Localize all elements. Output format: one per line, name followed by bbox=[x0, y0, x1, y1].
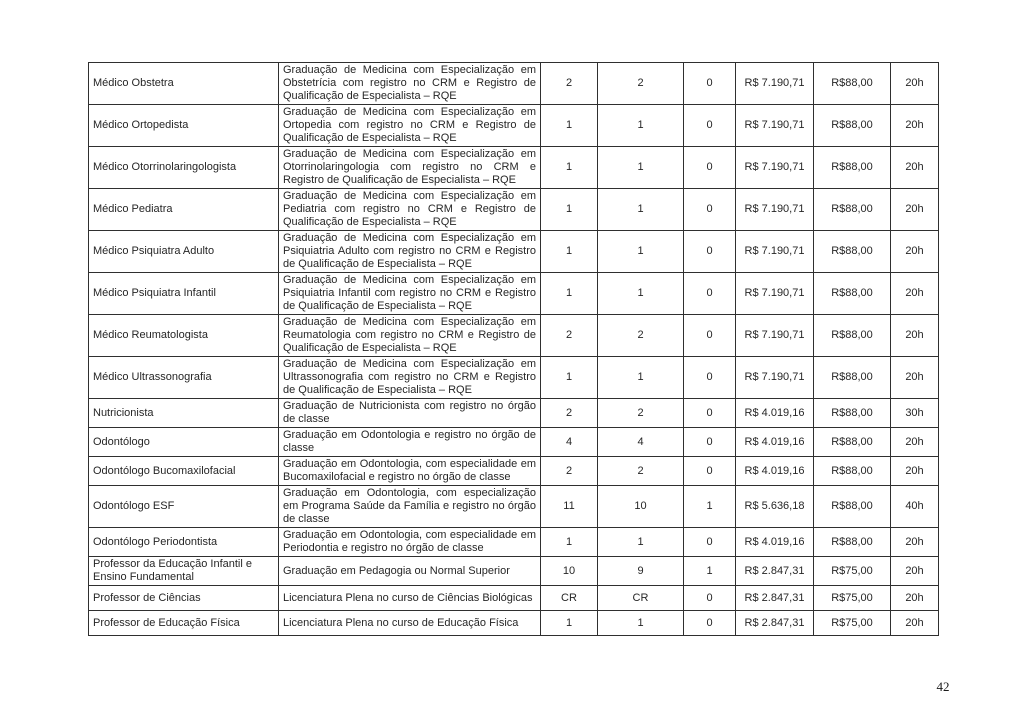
salary-cell: R$ 4.019,16 bbox=[736, 428, 814, 457]
fee-cell: R$88,00 bbox=[814, 357, 891, 399]
vacancies-reserved-cell: 0 bbox=[684, 457, 736, 486]
vacancies-broad-cell: CR bbox=[598, 586, 684, 611]
requirements-cell: Licenciatura Plena no curso de Ciências Biológicas bbox=[279, 586, 541, 611]
vacancies-broad-cell: 2 bbox=[598, 315, 684, 357]
vacancies-total-cell: 2 bbox=[541, 399, 598, 428]
vacancies-broad-cell: 1 bbox=[598, 231, 684, 273]
fee-cell: R$88,00 bbox=[814, 231, 891, 273]
requirements-cell: Graduação de Medicina com Especialização em Psiquiatria Adulto com registro no CRM e Registro de Qualificação de Especialista – RQE bbox=[279, 231, 541, 273]
requirements-cell: Graduação de Medicina com Especialização em Otorrinolaringologia com registro no CRM e Registro de Qualificação de Especialista – RQE bbox=[279, 147, 541, 189]
table-row bbox=[89, 428, 939, 457]
vacancies-total-cell: 1 bbox=[541, 105, 598, 147]
fee-cell: R$75,00 bbox=[814, 557, 891, 586]
vacancies-total-cell: 2 bbox=[541, 63, 598, 105]
vacancies-table bbox=[88, 62, 939, 636]
position-cell: Professor de Educação Física bbox=[89, 611, 279, 636]
table-row bbox=[89, 557, 939, 586]
fee-cell: R$88,00 bbox=[814, 486, 891, 528]
position-cell: Nutricionista bbox=[89, 399, 279, 428]
requirements-cell: Graduação de Medicina com Especialização em Psiquiatria Infantil com registro no CRM e Registro de Qualificação de Especialista – RQE bbox=[279, 273, 541, 315]
vacancies-reserved-cell: 0 bbox=[684, 528, 736, 557]
fee-cell: R$75,00 bbox=[814, 611, 891, 636]
salary-cell: R$ 4.019,16 bbox=[736, 399, 814, 428]
vacancies-total-cell: 4 bbox=[541, 428, 598, 457]
vacancies-broad-cell: 1 bbox=[598, 147, 684, 189]
workload-cell: 20h bbox=[891, 189, 939, 231]
salary-cell: R$ 7.190,71 bbox=[736, 315, 814, 357]
vacancies-broad-cell: 10 bbox=[598, 486, 684, 528]
requirements-cell: Graduação de Medicina com Especialização em Ultrassonografia com registro no CRM e Registro de Qualificação de Especialista – RQE bbox=[279, 357, 541, 399]
position-cell: Odontólogo Bucomaxilofacial bbox=[89, 457, 279, 486]
salary-cell: R$ 2.847,31 bbox=[736, 586, 814, 611]
salary-cell: R$ 7.190,71 bbox=[736, 231, 814, 273]
workload-cell: 20h bbox=[891, 147, 939, 189]
position-cell: Médico Obstetra bbox=[89, 63, 279, 105]
position-cell: Médico Otorrinolaringologista bbox=[89, 147, 279, 189]
position-cell: Médico Ortopedista bbox=[89, 105, 279, 147]
requirements-cell: Licenciatura Plena no curso de Educação Física bbox=[279, 611, 541, 636]
fee-cell: R$88,00 bbox=[814, 528, 891, 557]
requirements-cell: Graduação em Odontologia, com especialidade em Bucomaxilofacial e registro no órgão de classe bbox=[279, 457, 541, 486]
requirements-cell: Graduação de Medicina com Especialização em Pediatria com registro no CRM e Registro de Qualificação de Especialista – RQE bbox=[279, 189, 541, 231]
salary-cell: R$ 5.636,18 bbox=[736, 486, 814, 528]
vacancies-reserved-cell: 0 bbox=[684, 611, 736, 636]
vacancies-total-cell: 2 bbox=[541, 457, 598, 486]
requirements-cell: Graduação em Pedagogia ou Normal Superior bbox=[279, 557, 541, 586]
salary-cell: R$ 7.190,71 bbox=[736, 63, 814, 105]
requirements-cell: Graduação de Nutricionista com registro no órgão de classe bbox=[279, 399, 541, 428]
vacancies-reserved-cell: 0 bbox=[684, 147, 736, 189]
vacancies-broad-cell: 1 bbox=[598, 189, 684, 231]
position-cell: Professor de Ciências bbox=[89, 586, 279, 611]
table-row bbox=[89, 189, 939, 231]
workload-cell: 30h bbox=[891, 399, 939, 428]
table-row bbox=[89, 486, 939, 528]
workload-cell: 20h bbox=[891, 428, 939, 457]
table-row bbox=[89, 528, 939, 557]
position-cell: Odontólogo Periodontista bbox=[89, 528, 279, 557]
salary-cell: R$ 7.190,71 bbox=[736, 147, 814, 189]
table-body bbox=[89, 63, 939, 636]
table-row bbox=[89, 273, 939, 315]
table-row bbox=[89, 399, 939, 428]
vacancies-total-cell: 1 bbox=[541, 273, 598, 315]
table-row bbox=[89, 586, 939, 611]
vacancies-reserved-cell: 0 bbox=[684, 428, 736, 457]
vacancies-total-cell: 1 bbox=[541, 357, 598, 399]
vacancies-broad-cell: 2 bbox=[598, 457, 684, 486]
salary-cell: R$ 7.190,71 bbox=[736, 357, 814, 399]
vacancies-total-cell: 1 bbox=[541, 147, 598, 189]
table-row bbox=[89, 147, 939, 189]
position-cell: Médico Pediatra bbox=[89, 189, 279, 231]
vacancies-reserved-cell: 0 bbox=[684, 63, 736, 105]
workload-cell: 20h bbox=[891, 273, 939, 315]
salary-cell: R$ 7.190,71 bbox=[736, 189, 814, 231]
vacancies-reserved-cell: 0 bbox=[684, 273, 736, 315]
table-row bbox=[89, 105, 939, 147]
fee-cell: R$75,00 bbox=[814, 586, 891, 611]
table-row bbox=[89, 315, 939, 357]
workload-cell: 20h bbox=[891, 557, 939, 586]
vacancies-broad-cell: 1 bbox=[598, 611, 684, 636]
vacancies-broad-cell: 1 bbox=[598, 528, 684, 557]
vacancies-reserved-cell: 0 bbox=[684, 231, 736, 273]
workload-cell: 20h bbox=[891, 63, 939, 105]
salary-cell: R$ 7.190,71 bbox=[736, 105, 814, 147]
salary-cell: R$ 4.019,16 bbox=[736, 528, 814, 557]
vacancies-broad-cell: 4 bbox=[598, 428, 684, 457]
workload-cell: 20h bbox=[891, 105, 939, 147]
vacancies-total-cell: 11 bbox=[541, 486, 598, 528]
fee-cell: R$88,00 bbox=[814, 147, 891, 189]
workload-cell: 40h bbox=[891, 486, 939, 528]
vacancies-reserved-cell: 1 bbox=[684, 557, 736, 586]
salary-cell: R$ 2.847,31 bbox=[736, 611, 814, 636]
vacancies-reserved-cell: 0 bbox=[684, 357, 736, 399]
requirements-cell: Graduação em Odontologia e registro no órgão de classe bbox=[279, 428, 541, 457]
vacancies-broad-cell: 9 bbox=[598, 557, 684, 586]
table-row bbox=[89, 611, 939, 636]
table-row bbox=[89, 231, 939, 273]
position-cell: Médico Psiquiatra Infantil bbox=[89, 273, 279, 315]
vacancies-reserved-cell: 1 bbox=[684, 486, 736, 528]
vacancies-total-cell: 1 bbox=[541, 611, 598, 636]
requirements-cell: Graduação em Odontologia, com especialidade em Periodontia e registro no órgão de classe bbox=[279, 528, 541, 557]
workload-cell: 20h bbox=[891, 586, 939, 611]
fee-cell: R$88,00 bbox=[814, 315, 891, 357]
workload-cell: 20h bbox=[891, 357, 939, 399]
requirements-cell: Graduação em Odontologia, com especialização em Programa Saúde da Família e registro no órgão de classe bbox=[279, 486, 541, 528]
salary-cell: R$ 2.847,31 bbox=[736, 557, 814, 586]
workload-cell: 20h bbox=[891, 315, 939, 357]
requirements-cell: Graduação de Medicina com Especialização em Ortopedia com registro no CRM e Registro de Qualificação de Especialista – RQE bbox=[279, 105, 541, 147]
vacancies-total-cell: 1 bbox=[541, 231, 598, 273]
position-cell: Odontólogo bbox=[89, 428, 279, 457]
workload-cell: 20h bbox=[891, 231, 939, 273]
vacancies-total-cell: 1 bbox=[541, 189, 598, 231]
fee-cell: R$88,00 bbox=[814, 428, 891, 457]
vacancies-broad-cell: 2 bbox=[598, 399, 684, 428]
position-cell: Odontólogo ESF bbox=[89, 486, 279, 528]
table-row bbox=[89, 63, 939, 105]
position-cell: Médico Ultrassonografia bbox=[89, 357, 279, 399]
vacancies-reserved-cell: 0 bbox=[684, 315, 736, 357]
vacancies-reserved-cell: 0 bbox=[684, 105, 736, 147]
vacancies-reserved-cell: 0 bbox=[684, 399, 736, 428]
requirements-cell: Graduação de Medicina com Especialização em Obstetrícia com registro no CRM e Registro de Qualificação de Especialista – RQE bbox=[279, 63, 541, 105]
salary-cell: R$ 7.190,71 bbox=[736, 273, 814, 315]
fee-cell: R$88,00 bbox=[814, 399, 891, 428]
fee-cell: R$88,00 bbox=[814, 105, 891, 147]
fee-cell: R$88,00 bbox=[814, 273, 891, 315]
fee-cell: R$88,00 bbox=[814, 63, 891, 105]
fee-cell: R$88,00 bbox=[814, 189, 891, 231]
vacancies-broad-cell: 1 bbox=[598, 105, 684, 147]
workload-cell: 20h bbox=[891, 611, 939, 636]
fee-cell: R$88,00 bbox=[814, 457, 891, 486]
workload-cell: 20h bbox=[891, 457, 939, 486]
vacancies-total-cell: 2 bbox=[541, 315, 598, 357]
position-cell: Médico Psiquiatra Adulto bbox=[89, 231, 279, 273]
workload-cell: 20h bbox=[891, 528, 939, 557]
salary-cell: R$ 4.019,16 bbox=[736, 457, 814, 486]
table-row bbox=[89, 457, 939, 486]
position-cell: Professor da Educação Infantil e Ensino Fundamental bbox=[89, 557, 279, 586]
page-number: 42 bbox=[936, 679, 950, 694]
table-row bbox=[89, 357, 939, 399]
vacancies-total-cell: 1 bbox=[541, 528, 598, 557]
position-cell: Médico Reumatologista bbox=[89, 315, 279, 357]
vacancies-reserved-cell: 0 bbox=[684, 189, 736, 231]
vacancies-broad-cell: 1 bbox=[598, 273, 684, 315]
requirements-cell: Graduação de Medicina com Especialização em Reumatologia com registro no CRM e Registro de Qualificação de Especialista – RQE bbox=[279, 315, 541, 357]
vacancies-total-cell: CR bbox=[541, 586, 598, 611]
vacancies-broad-cell: 1 bbox=[598, 357, 684, 399]
vacancies-broad-cell: 2 bbox=[598, 63, 684, 105]
vacancies-reserved-cell: 0 bbox=[684, 586, 736, 611]
vacancies-total-cell: 10 bbox=[541, 557, 598, 586]
